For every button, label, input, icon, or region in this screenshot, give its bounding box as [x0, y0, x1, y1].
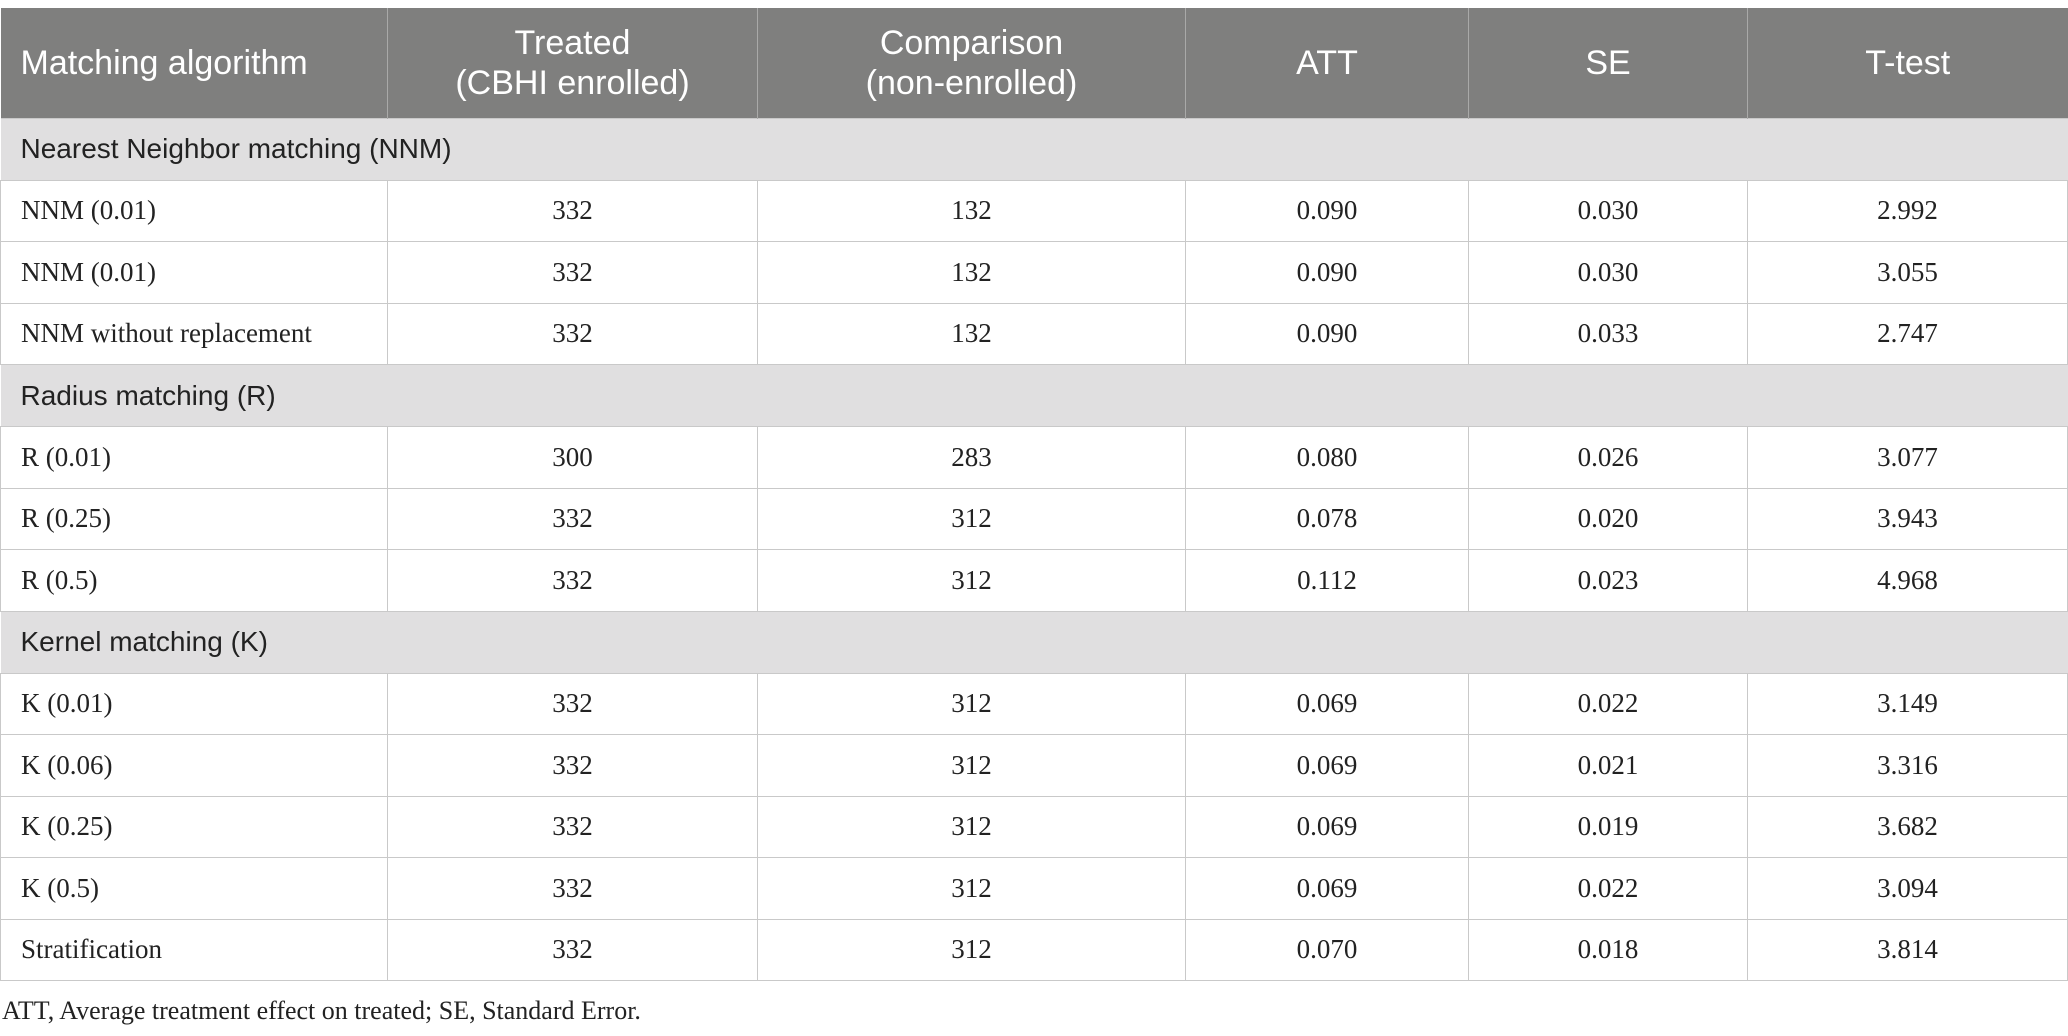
header-row: [1, 8, 2068, 118]
cell-se: 0.026: [1469, 427, 1748, 489]
cell-comparison: 132: [758, 180, 1186, 242]
cell-se: 0.030: [1469, 242, 1748, 304]
cell-t-test: 3.149: [1748, 673, 2068, 735]
cell-comparison: 132: [758, 303, 1186, 365]
cell-att: 0.078: [1186, 488, 1469, 550]
matching-results-table: [0, 8, 2068, 981]
header-treated: [388, 8, 758, 118]
cell-comparison: 312: [758, 735, 1186, 797]
header-treated-line2: (CBHI enrolled): [455, 63, 690, 102]
cell-se: 0.022: [1469, 858, 1748, 920]
cell-treated: 332: [388, 673, 758, 735]
table-row: [1, 550, 2068, 612]
cell-algorithm: NNM (0.01): [1, 242, 388, 304]
cell-se: 0.033: [1469, 303, 1748, 365]
cell-t-test: 2.992: [1748, 180, 2068, 242]
cell-algorithm: R (0.01): [1, 427, 388, 489]
cell-treated: 332: [388, 796, 758, 858]
cell-treated: 332: [388, 858, 758, 920]
cell-algorithm: R (0.5): [1, 550, 388, 612]
section-row-kernel: [1, 611, 2068, 673]
cell-comparison: 312: [758, 796, 1186, 858]
cell-se: 0.030: [1469, 180, 1748, 242]
table-body: [1, 118, 2068, 981]
header-comparison: [758, 8, 1186, 118]
cell-att: 0.069: [1186, 735, 1469, 797]
cell-algorithm: Stratification: [1, 919, 388, 981]
cell-treated: 332: [388, 303, 758, 365]
cell-treated: 332: [388, 180, 758, 242]
section-row-nnm: [1, 118, 2068, 180]
header-treated-line1: Treated: [514, 23, 631, 62]
cell-se: 0.018: [1469, 919, 1748, 981]
results-table-container: [0, 8, 2067, 981]
cell-att: 0.090: [1186, 303, 1469, 365]
cell-t-test: 3.943: [1748, 488, 2068, 550]
table-row: [1, 488, 2068, 550]
cell-treated: 332: [388, 919, 758, 981]
cell-att: 0.069: [1186, 673, 1469, 735]
cell-t-test: 3.077: [1748, 427, 2068, 489]
cell-att: 0.070: [1186, 919, 1469, 981]
cell-t-test: 3.814: [1748, 919, 2068, 981]
table-row: [1, 735, 2068, 797]
cell-t-test: 3.316: [1748, 735, 2068, 797]
table-row: [1, 180, 2068, 242]
cell-t-test: 2.747: [1748, 303, 2068, 365]
section-row-radius: [1, 365, 2068, 427]
table-footnote: ATT, Average treatment effect on treated; SE, Standard Error.: [2, 996, 641, 1025]
table-row: [1, 303, 2068, 365]
cell-algorithm: R (0.25): [1, 488, 388, 550]
table-row: [1, 242, 2068, 304]
cell-att: 0.080: [1186, 427, 1469, 489]
cell-treated: 332: [388, 550, 758, 612]
cell-treated: 332: [388, 242, 758, 304]
cell-t-test: 4.968: [1748, 550, 2068, 612]
table-row: [1, 796, 2068, 858]
cell-se: 0.021: [1469, 735, 1748, 797]
cell-comparison: 132: [758, 242, 1186, 304]
cell-algorithm: NNM (0.01): [1, 180, 388, 242]
cell-att: 0.069: [1186, 858, 1469, 920]
header-se: SE: [1469, 8, 1748, 118]
section-title: Nearest Neighbor matching (NNM): [1, 118, 2068, 180]
cell-se: 0.020: [1469, 488, 1748, 550]
cell-att: 0.090: [1186, 242, 1469, 304]
cell-t-test: 3.682: [1748, 796, 2068, 858]
cell-treated: 300: [388, 427, 758, 489]
cell-algorithm: K (0.01): [1, 673, 388, 735]
cell-comparison: 312: [758, 858, 1186, 920]
header-t-test: T-test: [1748, 8, 2068, 118]
table-row: [1, 673, 2068, 735]
cell-comparison: 312: [758, 550, 1186, 612]
table-row: [1, 427, 2068, 489]
table-row: [1, 919, 2068, 981]
cell-att: 0.090: [1186, 180, 1469, 242]
cell-algorithm: NNM without replacement: [1, 303, 388, 365]
cell-treated: 332: [388, 488, 758, 550]
cell-comparison: 283: [758, 427, 1186, 489]
header-matching-algorithm: Matching algorithm: [1, 8, 388, 118]
cell-att: 0.112: [1186, 550, 1469, 612]
header-comparison-line1: Comparison: [879, 23, 1064, 62]
table-header: [1, 8, 2068, 118]
cell-algorithm: K (0.25): [1, 796, 388, 858]
header-comparison-line2: (non-enrolled): [865, 63, 1078, 102]
table-row: [1, 858, 2068, 920]
cell-algorithm: K (0.5): [1, 858, 388, 920]
cell-comparison: 312: [758, 488, 1186, 550]
cell-t-test: 3.094: [1748, 858, 2068, 920]
cell-se: 0.019: [1469, 796, 1748, 858]
cell-comparison: 312: [758, 673, 1186, 735]
cell-treated: 332: [388, 735, 758, 797]
section-title: Radius matching (R): [1, 365, 2068, 427]
section-title: Kernel matching (K): [1, 611, 2068, 673]
cell-att: 0.069: [1186, 796, 1469, 858]
cell-se: 0.023: [1469, 550, 1748, 612]
cell-algorithm: K (0.06): [1, 735, 388, 797]
cell-comparison: 312: [758, 919, 1186, 981]
cell-se: 0.022: [1469, 673, 1748, 735]
header-att: ATT: [1186, 8, 1469, 118]
cell-t-test: 3.055: [1748, 242, 2068, 304]
